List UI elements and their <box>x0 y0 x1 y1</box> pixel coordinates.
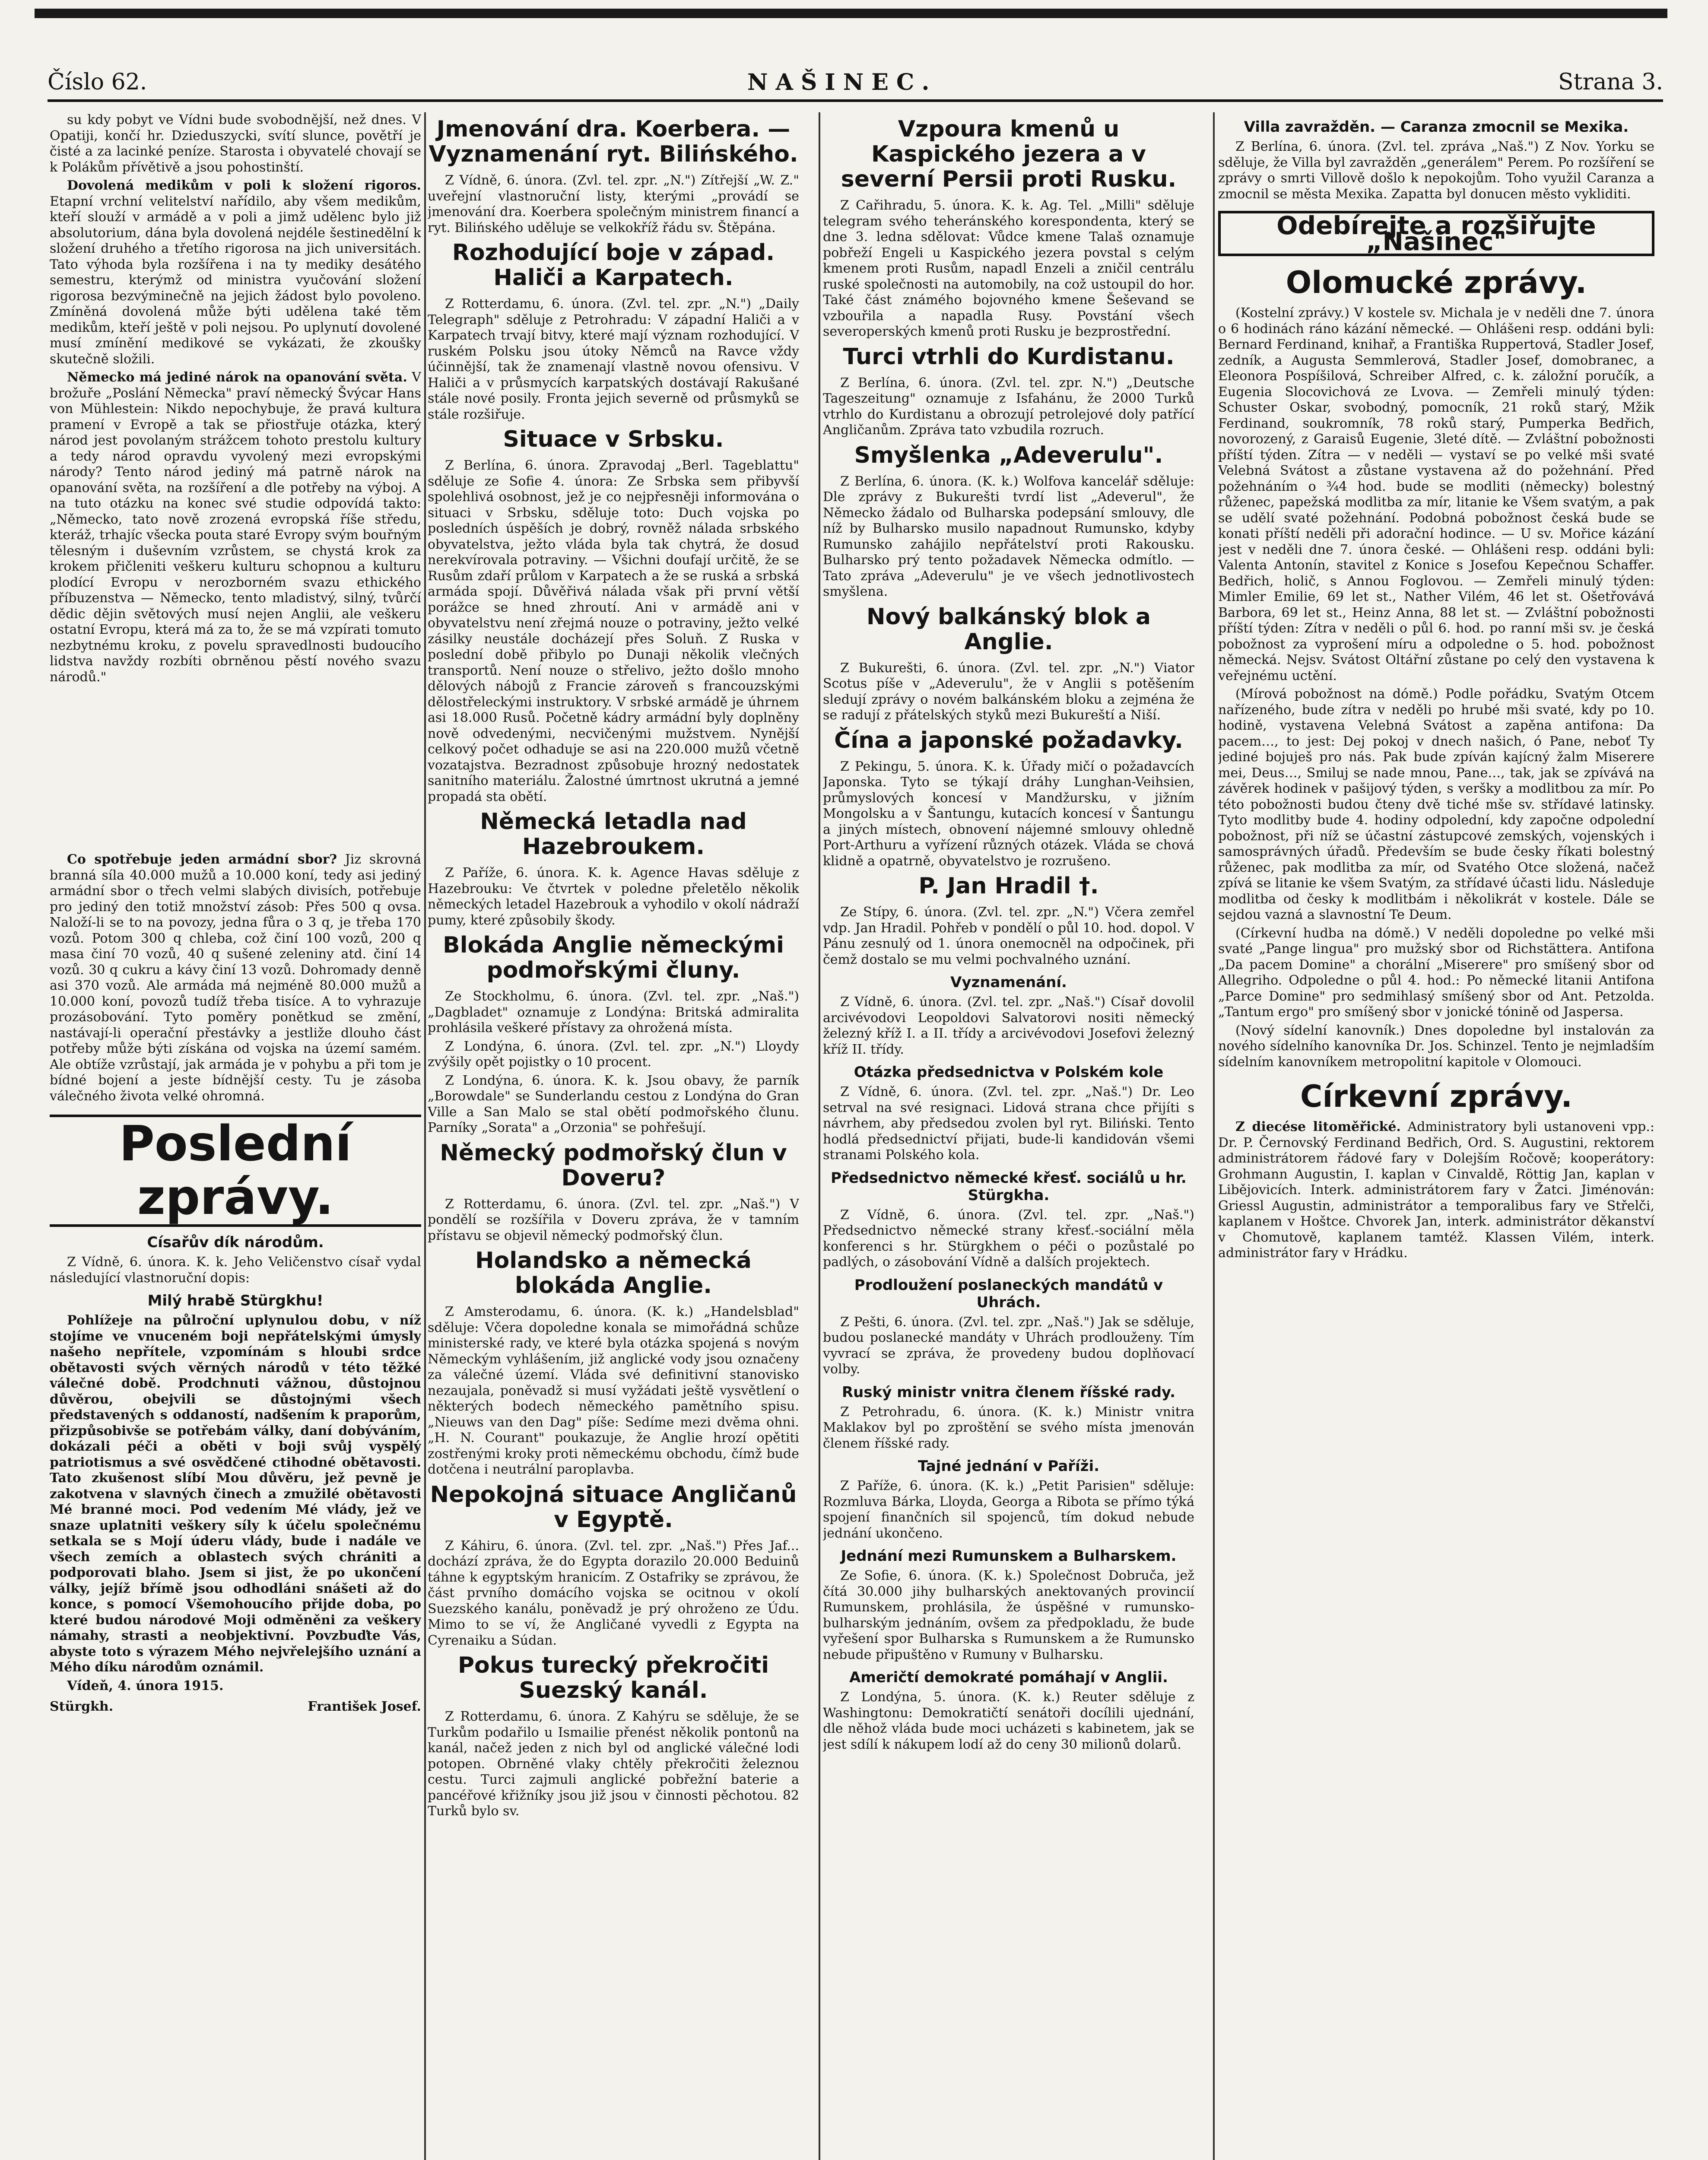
article-text: Z Paříže, 6. února. K. k. Agence Havas sděluje z Hazebrouku: Ve čtvrtek v poledne přeletělo několik německých letadel Hazebrouk a vyhodilo v okolí nádraží pumy, které způsobily škody. <box>428 865 799 928</box>
article-text <box>50 370 421 685</box>
article-text <box>50 178 421 367</box>
article-heading: Holandsko a německá blokáda Anglie. <box>475 1248 752 1299</box>
article-text: Z Amsterodamu, 6. února. (K. k.) „Handelsblad" sděluje: Včera dopoledne konala se mimořádná schůze ministerské rady, ve které byla otázka spojená s novým Německým vyhlášením, již anglické vody jsou označeny za válečné území. Vláda své definitivní stanovisko nezaujala, poněvadž si musí vyžádati ještě vysvětlení o některých bodech německého pamětního spisu. „Nieuws van den Dag" píše: Sedíme mezi dvěma ohni. „H. N. Courant" poukazuje, že Anglie hrozí opětiti zostřenými kroky proti německému obchodu, čímž bude dotčena i neutrální paroplavba. <box>428 1304 799 1477</box>
page-header <box>48 60 1663 102</box>
column-rule <box>424 112 426 2160</box>
signature-right: František Josef. <box>308 1699 421 1714</box>
column-2 <box>428 112 799 2160</box>
article-heading: Jmenování dra. Koerbera. — Vyznamenání ryt. Bilińského. <box>429 116 798 167</box>
article-text: Ze Stípy, 6. února. (Zvl. tel. zpr. „N.") Včera zemřel vdp. Jan Hradil. Pohřeb v pondělí o půl 10. hod. dopol. V Pánu zesnulý od 1. února onemocněl na odpočinek, při čemž dostalo se mu velmi pochvalného uznání. <box>823 905 1194 967</box>
article-text: (Kostelní zprávy.) V kostele sv. Michala je v neděli dne 7. února o 6 hodinách ráno kázání německé. — Ohlášeni resp. oddáni byli: Bernard Ferdinand, knihař, a Františka Ruppertová, Stadler Josef, zedník, a Augusta Semmlerová, Stadler Josef, domobranec, a Eleonora Pospíšilová, Schreiber Alfred, c. k. záložní poručík, a Eugenia Slocovichová ze Lvova. — Zemřeli minulý týden: Schuster Oskar, svobodný, pomocník, 21 roků starý, Mžik Ferdinand, soukromník, 78 roků starý, Pumperka Bedřich, novorozený, z Garaisů Eugenie, 3leté dítě. — Zvláštní pobožnosti příští týden. Zítra — v neděli — vystaví se po velké mši svaté Velebná Svátost a zůstane vystavena až do požehnání. Před požehnáním o ¾4 hod. bude se modliti (německy) bolestný růženec, papežská modlitba za mír, litanie ke Všem svatým, a pak se udělí svaté požehnání. Podobná pobožnost česká bude se konati příští neděli při adorační hodince. — U sv. Mořice kázání jest v neděli dne 7. února české. — Ohlášeni resp. oddáni byli: Valenta Antonín, stavitel z Konice s Josefou Kepečnou Schaffer. Bedřich, holič, s Annou Foglovou. — Zemřeli minulý týden: Mimler Emilie, 69 let st., Nather Vilém, 46 let st. Ošetřovává Barbora, 69 let st., Heinz Anna, 88 let st. — Zvláštní pobožnosti příští týden: Zítra v neděli o půl 6. hod. po ranní mši sv. je česká pobožnost za vyprošení míru a odpoledne o 5. hod. pobožnost německá. Nejsv. Svátost Oltářní zůstane po celý den vystavena k veřejnému uctění. <box>1218 305 1654 683</box>
section-heading: Církevní zprávy. <box>1300 1079 1572 1114</box>
subheading: Otázka předsednictva v Polském kole <box>854 1064 1164 1081</box>
article-lead: Co spotřebuje jeden armádní sbor? <box>67 852 337 867</box>
article-heading: Villa zavražděn. — Caranza zmocnil se Mexika. <box>1244 118 1629 136</box>
article-lead: Dovolená medikům v poli k složení rigoros. <box>67 178 421 193</box>
article-text: Z Paříže, 6. února. (K. k.) „Petit Parisien" sděluje: Rozmluva Bárka, Lloyda, Georga a Ribota se přímo týká spojení finančních sil spojenců, tím dokud nebude jednání ukončeno. <box>823 1478 1194 1541</box>
article-text: Z Káhiru, 6. února. (Zvl. tel. zpr. „Naš.") Přes Jaf... dochází zpráva, že do Egypta dorazilo 20.000 Beduinů táhne k egyptským hranicím. Z Ostafriky se zprávou, že část prvního domácího vojska se ocitnou v okolí Suezského kanálu, poněvadž je prý ohroženo ze Údu. Mimo to se ví, že Angličané vyvedli z Egypta na Cyrenaiku a Súdan. <box>428 1538 799 1648</box>
letter-salutation: Milý hrabě Stürgkhu! <box>147 1292 324 1309</box>
article-heading: Nový balkánský blok a Anglie. <box>866 604 1151 655</box>
subscription-banner: Odebírejte a rozšiřujte „Našinec" <box>1218 211 1654 256</box>
article-text: Z Vídně, 6. února. (Zvl. tel. zpr. „Naš.") Dr. Leo setrval na své resignaci. Lidová strana chce přijíti s návrhem, aby předsedou zvolen byl ryt. Biliński. Tento hodlá předsednictví přijati, bude-li kandidován všemi stranami Polského kola. <box>823 1084 1194 1163</box>
article-text: Z Rotterdamu, 6. února. Z Kahýru se sděluje, že se Turkům podařilo u Ismailie přenést několik pontonů na kanál, načež jeden z nich byl od anglické válečné lodi potopen. Obrněné vlaky chtěly překročiti železnou cestu. Turci zajmuli anglické pobřežní baterie a pancéřové křižníky jsou již jsou v činnosti pěchotou. 82 Turků bylo sv. <box>428 1709 799 1819</box>
article-body: V brožuře „Poslání Německa" praví německý Švýcar Hans von Mühlestein: Nikdo nepochybuje, že pravá kultura pramení v Evropě a tak se přiostřuje otázka, který národ jest povolaným strážcem tohoto prestolu kultury a tedy národ opravdu vyvolený mezi evropskými národy? Tento národ jediný má patrně nárok na opanování světa, na rozšíření a dle potřeby na výboj. A na tuto otázku na konec své studie odpovídá takto: „Německo, tato nově zrozená evropská říše středu, kteráž, trhajíc všecka pouta staré Evropy svým bouřným tělesným i duševním vzrůstem, se chystá krok za krokem přičleniti veškeru kulturu schopnou a kulturu plodící Evropu v nerozborném svazu ethického příbuzenstva — Německo, tento mladistvý, silný, tvůrčí dědic dějin světových musí nejen Anglii, ale veškeru ostatní Evropu, která má za to, že se má vzpírati tomuto nezbytnému kroku, z povelu spravedlnosti budoucího lidstva navždy rozbíti obrněnou pěstí nového svazu národů." <box>50 370 421 685</box>
article-text <box>50 852 421 1104</box>
article-lead: Německo má jediné nárok na opanování světa. <box>67 370 407 385</box>
article-text: Z Vídně, 6. února. (Zvl. tel. zpr. „N.") Zítřejší „W. Z." uveřejní vlastnoruční listy, kterými „provádí se jmenování dra. Koerbera společným ministrem financí a ryt. Bilińského uděluje se velkokříž řádu sv. Štěpána. <box>428 173 799 235</box>
article-text: Ze Stockholmu, 6. února. (Zvl. tel. zpr. „Naš.") „Dagbladet" oznamuje z Londýna: Britská admiralita prohlásila veškeré přístavy za ohrožená místa. <box>428 989 799 1036</box>
article-heading: Rozhodující boje v západ. Haliči a Karpatech. <box>452 240 775 291</box>
article-text: Z Pešti, 6. února. (Zvl. tel. zpr. „Naš.") Jak se sděluje, budou poslanecké mandáty v Uhrách prodlouženy. Tím vyvrací se zpráva, že provedeny budou doplňovací volby. <box>823 1314 1194 1377</box>
article-heading: Smyšlenka „Adeverulu". <box>854 442 1163 468</box>
article-text: (Církevní hudba na dómě.) V neděli dopoledne po velké mši svaté „Pange lingua" pro mužský sbor od Richstättera. Antifona „Da pacem Domine" a chorální „Miserere" pro smíšený sbor od Allegriho. Odpoledne o půl 4. hod.: Po německé litanii Antifona „Parce Domine" pro sedmihlasý smíšený sbor od Ant. Petzolda. „Tantum ergo" pro smíšený sbor v jonické tónině od Jaspersa. <box>1218 925 1654 1020</box>
letter-place-date: Vídeň, 4. února 1915. <box>67 1678 224 1693</box>
article-text: Ze Sofie, 6. února. (K. k.) Společnost Dobruča, jež čítá 30.000 jihy bulharských anektovaných provincií Rumunskem, prohlásila, že úspěšné v rumunsko-bulharským jednáním, ovšem za předpokladu, že bude vyřešení spor Bulharska s Rumunskem a že Rumunsko nebude připuštěno v Rumuny v Bulharsku. <box>823 1568 1194 1662</box>
column-3 <box>823 112 1194 2160</box>
article-text: Z Bukurešti, 6. února. (Zvl. tel. zpr. „N.") Viator Scotus píše v „Adeverulu", že v Anglii s potěšením sledují zprávy o novém balkánském bloku a zejména že se radují z přátelských styků mezi Bukureští a Niší. <box>823 660 1194 723</box>
article-heading: Císařův dík národům. <box>147 1234 324 1251</box>
article-text: Z Berlína, 6. února. (Zvl. tel. zpr. N.") „Deutsche Tageszeitung" oznamuje z Isfahánu, že 2000 Turků vtrhlo do Kurdistanu a obrozují petrolejové doly patřící Angličanům. Zpráva tato vzbudila rozruch. <box>823 375 1194 438</box>
subheading: Vyznamenání. <box>950 974 1067 991</box>
article-text: Z Rotterdamu, 6. února. (Zvl. tel. zpr. „N.") „Daily Telegraph" sděluje z Petrohradu: V západní Haliči a v Karpatech trvají bitvy, které mají význam rozhodující. V ruském Polsku jsou útoky Němců na Ravce vždy účinnější, tak že znamenají vlastně novou ofensivu. V Haliči a v průsmycích karpatských dostávají Rakušané stále nové posily. Fronta jejich severně od průsmyků se stále rozšiřuje. <box>428 296 799 422</box>
article-heading: Nepokojná situace Angličanů v Egyptě. <box>430 1481 797 1533</box>
article-text: (Nový sídelní kanovník.) Dnes dopoledne byl instalován za nového sídelního kanovníka Dr. Jos. Schinzel. Tento je nejmladším sídelním kanovníkem metropolitní kapitole v Olomouci. <box>1218 1023 1654 1070</box>
section-heading: Poslední zprávy. <box>50 1115 421 1227</box>
article-heading: Německý podmořský člun v Doveru? <box>440 1140 787 1191</box>
article-heading: P. Jan Hradil †. <box>918 873 1099 899</box>
top-rule <box>35 9 1667 18</box>
article-text: Z Berlína, 6. února. (K. k.) Wolfova kancelář sděluje: Dle zprávy z Bukurešti tvrdí list „Adeverul", že Německo žádalo od Bulharska podepsání smlouvy, dle níž by Bulharsko musilo napadnout Rumunsko, kdyby Rumunsko zahájilo nepřátelství proti Rakousku. Bulharsko prý tento požadavek Německa odmítlo. — Tato zpráva „Adeverulu" je ve všech jednotlivostech smyšlena. <box>823 473 1194 599</box>
letter-body: Pohlížeje na půlroční uplynulou dobu, v níž stojíme ve vnuceném boji nepřátelskými úmysly našeho nepřítele, vzpomínám s hloubi srdce obětavosti svých věrných národů v této těžké válečné době. Prodchnuti vážnou, důstojnou důvěrou, obejvili se důstojnými všech představených s oddaností, nadšením k praporům, přizpůsobivše se potřebám války, daní dobýváním, dokázali péči a oběti v boji svůj vyspělý patriotismus a své osvědčené ctihodné obětavosti. Tato zkušenost slíbí Mou důvěru, jež pevně je zakotvena v slavných činech a zmužilé obětavosti Mé branné moci. Pod vedením Mé vlády, jež ve snaze uplatniti veškery síly k účelu společnému setkala se s Mojí úderu vlády, bude i nadále ve všech zemích a oblastech svých chrániti a podporovati blaho. Jsem si jist, že po ukončení války, jejíž břímě jsou odhodláni snášeti až do konce, s pomocí Všemohoucího přijde doba, po které budou národové Moji odměněni za veškery námahy, strasti a neobjektivní. Povzbuďte Vás, abyste toto s výrazem Mého nejvřelejšího uznání a Mého díku národům oznámil. <box>50 1313 421 1675</box>
article-text: Z Cařihradu, 5. února. K. k. Ag. Tel. „Milli" sděluje telegram svého teheránského korespondenta, který se dne 3. ledna sdělovat: Vůdce kmene Talaš oznamuje pobřeží Engeli u Kaspického jezera povstal s celým kmenem proti Rusům, napadl Enzeli a zničil centrálu ruské společnosti na automobily, na což ustoupil do hor. Také část známého bojovného kmene Šeševand se vzbouřila a napadla Rusy. Povstání všech severoperských kmenů proti Rusku je bezprostřední. <box>823 198 1194 339</box>
article-heading: Situace v Srbsku. <box>503 426 724 452</box>
article-text: Z Londýna, 6. února. K. k. Jsou obavy, že parník „Borowdale" se Sunderlandu cestou z Londýna do Gran Ville a San Malo se stal obětí podmořského člunu. Parníky „Sorata" a „Orzonia" se pohřešují. <box>428 1073 799 1135</box>
article-body: Administratory byli ustanoveni vpp.: Dr. P. Černovský Ferdinand Bedřich, Ord. S. Augustini, rektorem administrátorem řádové fary v Dolejším Ročově; kooperátory: Grohmann Augustin, I. kaplan v Cinvaldě, Röttig Jan, kaplan v Libějovicích. Interk. administrátorem fary v Žatci. Jiménován: Griessl Augustin, administrátor a temporalibus fary ve Střelči, kaplanem v Hoštce. Chvorek Jan, interk. administrátor děkanství v Chomutově, kaplanem tamtéž. Klassen Vilém, interk. administrátor fary v Hrádku. <box>1218 1119 1654 1261</box>
article-text: Z Rotterdamu, 6. února. (Zvl. tel. zpr. „Naš.") V pondělí se rozšířila v Doveru zpráva, že v tamním přístavu se objevil německý podmořský člun. <box>428 1196 799 1243</box>
subheading: Američtí demokraté pomáhají v Anglii. <box>849 1669 1168 1686</box>
article-heading: Turci vtrhli do Kurdistanu. <box>843 343 1175 370</box>
page-number: Strana 3. <box>1558 69 1663 95</box>
signature-left: Stürgkh. <box>50 1699 114 1714</box>
article-heading: Vzpoura kmenů u Kaspického jezera a v severní Persii proti Rusku. <box>841 116 1177 192</box>
article-body: Etapní vrchní velitelství nařídilo, aby všem medikům, kteří slouží v armádě a v poli a jimž udělenc bylo již absolutorium, dána byla dovolená nejdéle šestinedělní k složení druhého a třetího rigorosa na jich universitách. Tato výhoda byla rozšířena i na ty mediky desátého semestru, kterýmž od ministra vyučování složení rigorosa bezvýminečně na jejich žádost bylo povoleno. Zmíněná dovolená může býti udělena také těm medikům, kteří ještě v poli nejsou. Po uplynutí dovolené musí zmínění medikové se vykázati, že zkoušky skutečně složili. <box>50 194 421 367</box>
column-4 <box>1218 112 1654 2160</box>
column-rule <box>819 112 820 2160</box>
article-text: Z Vídně, 6. února. (Zvl. tel. zpr. „Naš.") Císař dovolil arcivévodovi Leopoldovi Salvatorovi nositi německý železný kříž I. a II. třídy a arcivévodovi Josefovi železný kříž II. třídy. <box>823 994 1194 1057</box>
article-heading: Pokus turecký překročiti Suezský kanál. <box>457 1652 769 1703</box>
column-1 <box>50 112 421 2160</box>
article-text: Z Londýna, 6. února. (Zvl. tel. zpr. „N.") Lloydy zvýšily opět pojistky o 10 procent. <box>428 1039 799 1070</box>
article-heading: Čína a japonské požadavky. <box>834 727 1183 753</box>
article-text: Z Berlína, 6. února. (Zvl. tel. zpráva „Naš.") Z Nov. Yorku se sděluje, že Villa byl zavražděn „generálem" Perem. Po rozšíření se zprávy o smrti Villově došlo k nepokojům. Toho využil Caranza a zmocnil se města Mexika. Zapatta byl donucen město vykliditi. <box>1218 139 1654 202</box>
masthead-title: NAŠINEC. <box>747 69 937 95</box>
article-text: (Mírová pobožnost na dómě.) Podle pořádku, Svatým Otcem nařízeného, bude zítra v neděli po hrubé mši svaté, kdy po 10. hodině, vystavena Velebná Svátost a zapěna antifona: Da pacem…, to jest: Dej pokoj v dnech našich, ó Pane, neboť Ty jediné bojuješ pro nás. Pak bude zpíván kajícný žalm Miserere mei, Deus…, Smiluj se nade mnou, Pane…, tak, jak se zpívává na závěrek hodinek v pašijový týden, s veršky a modlitbou za mír. Po této pobožnosti budou čteny dvě tiché mše sv. střídavé latinsky. Tyto modlitby bude 4. hodiny odpolední, kdy započne odpolední pobožnost, při níž se účastní zástupcové zemských, vojenských i samosprávných úřadů. Především se bude česky říkati bolestný růženec, pak modlitba za mír, od Svatého Otce složená, načež zpívá se litanie ke všem Svatým, za střídavé účasti lidu. Následuje modlitba od česky k modlitbám i několikrát v kostele. Dále se sejdou vazná a slavnostní Te Deum. <box>1218 686 1654 922</box>
spacer <box>50 688 421 852</box>
article-text: Z Londýna, 5. února. (K. k.) Reuter sděluje z Washingtonu: Demokratičtí senátoři docílili ujednání, dle něhož vláda bude moci ucházeti s kabinetem, jak se jest sdílí k nákupem lodí až do ceny 30 milionů dolarů. <box>823 1690 1194 1752</box>
article-text: Z Petrohradu, 6. února. (K. k.) Ministr vnitra Maklakov byl po zproštění se svého místa jmenován členem říšské rady. <box>823 1404 1194 1451</box>
article-text: Z Pekingu, 5. února. K. k. Úřady mičí o požadavcích Japonska. Tyto se týkají dráhy Lunghan-Veihsien, průmyslových koncesí v Mandžursku, v jižním Mongolsku a v Šantungu, kutacích koncesí v Šantungu a jiných místech, obnovení nájemné smlouvy ohledně Port-Arthuru a vyřízení různých otázek. Vláda se chová klidně a opatrně, obyvatelstvo je rozrušeno. <box>823 759 1194 869</box>
subheading: Předsednictvo německé křesť. sociálů u hr. Stürgkha. <box>831 1169 1187 1204</box>
article-body: Jiz skrovná branná síla 40.000 mužů a 10.000 koní, tedy asi jediný armádní sbor o třech velmi slabých divisích, potřebuje pro jediný den totiž množství zásob: Přes 500 q ovsa. Naloží-li se to na povozy, jedna fůra o 3 q, je třeba 170 vozů. Potom 300 q chleba, což činí 100 vozů, 200 q masa činí 70 vozů, 40 q sušené zeleniny atd. činí 14 vozů. 30 q cukru a kávy činí 13 vozů. Dohromady denně asi 370 vozů. Ale armáda má nejméně 80.000 mužů a 10.000 koní, povozů tudíž třeba tisíce. A to vyhrazuje prozásobování. Tyto poměry ponětkud se změní, nastávají-li operační přestávky a jestliže dlouho část potřeby může býti získána od vojska na území samém. Ale obtíže vzrůstají, jak armáda je v pohybu a při tom je bídné bojení a jeste bídnější cesty. Tu je zásoba válečného života velké ohromná. <box>50 852 421 1104</box>
subheading: Tajné jednání v Paříži. <box>917 1458 1100 1475</box>
imperial-letter <box>50 1313 421 1676</box>
subheading: Prodloužení poslaneckých mandátů v Uhrách. <box>854 1276 1163 1311</box>
section-heading: Olomucké zprávy. <box>1286 265 1587 300</box>
subheading: Ruský ministr vnitra členem říšské rady. <box>842 1383 1175 1401</box>
article-text <box>1218 1119 1654 1261</box>
issue-number: Číslo 62. <box>48 69 147 95</box>
article-text: Z Vídně, 6. února. K. k. Jeho Veličenstvo císař vydal následující vlastnoruční dopis: <box>50 1255 421 1286</box>
article-text: su kdy pobyt ve Vídni bude svobodnější, než dnes. V Opatiji, končí hr. Dzieduszycki, svítí slunce, povětří je čisté a za lacinké peníze. Starosta i obyvatelé chovají se k Polákům přívětivě a jsou pohostinští. <box>50 112 421 175</box>
letter-signatures <box>50 1699 421 1715</box>
subheading: Jednání mezi Rumunskem a Bulharskem. <box>841 1547 1177 1565</box>
article-heading: Blokáda Anglie německými podmořskými čluny. <box>443 932 784 983</box>
article-text: Z Berlína, 6. února. Zpravodaj „Berl. Tageblattu" sděluje ze Sofie 4. února: Ze Srbska sem přibyvší spolehlivá osobnost, jež je co nejpřesněji informována o situaci v Srbsku, sděluje toto: Duch vojska po posledních úspěších je dobrý, rovněž nálada srbského obyvatelstva, ježto vláda byla tak chytrá, že dosud nerekvírovala potraviny. — Všichni doufají určitě, že se Rusům zdaří průlom v Karpatech a že se ruská a srbská armáda spojí. Důvěřivá nálada však při první větší porážce se hned zhroutí. Ani v armádě ani v obyvatelstvu není zřejmá nouze o potraviny, ježto velké zásilky neustále docházejí přes Soluň. Z Ruska v poslední době přibylo po Dunaji několik vlečných transportů. Není nouze o střelivo, ježto došlo mnoho dělových nábojů z Francie zároveň s francouzskými dělostřeleckými instruktory. V srbské armádě je úhrnem asi 18.000 Rusů. Početně kádry armádní byly doplněny nově odvedenými, necvičenými mužstvem. Nynější celkový počet odhaduje se asi na 220.000 mužů včetně vozatajstva. Bezradnost způsobuje hrozný nedostatek sanitního materiálu. Žalostné úmrtnost ukrutná a jemné propadá sta obětí. <box>428 458 799 804</box>
article-text: Z Vídně, 6. února. (Zvl. tel. zpr. „Naš.") Předsednictvo německé strany křesť.-sociální měla konferenci s hr. Stürgkhem o péči o pozůstalé po padlých, o zásobování Vídně a dalších projektech. <box>823 1207 1194 1270</box>
column-rule <box>1213 112 1215 2160</box>
article-heading: Německá letadla nad Hazebroukem. <box>480 809 747 860</box>
article-lead: Z diecése litoměřické. <box>1235 1119 1401 1134</box>
